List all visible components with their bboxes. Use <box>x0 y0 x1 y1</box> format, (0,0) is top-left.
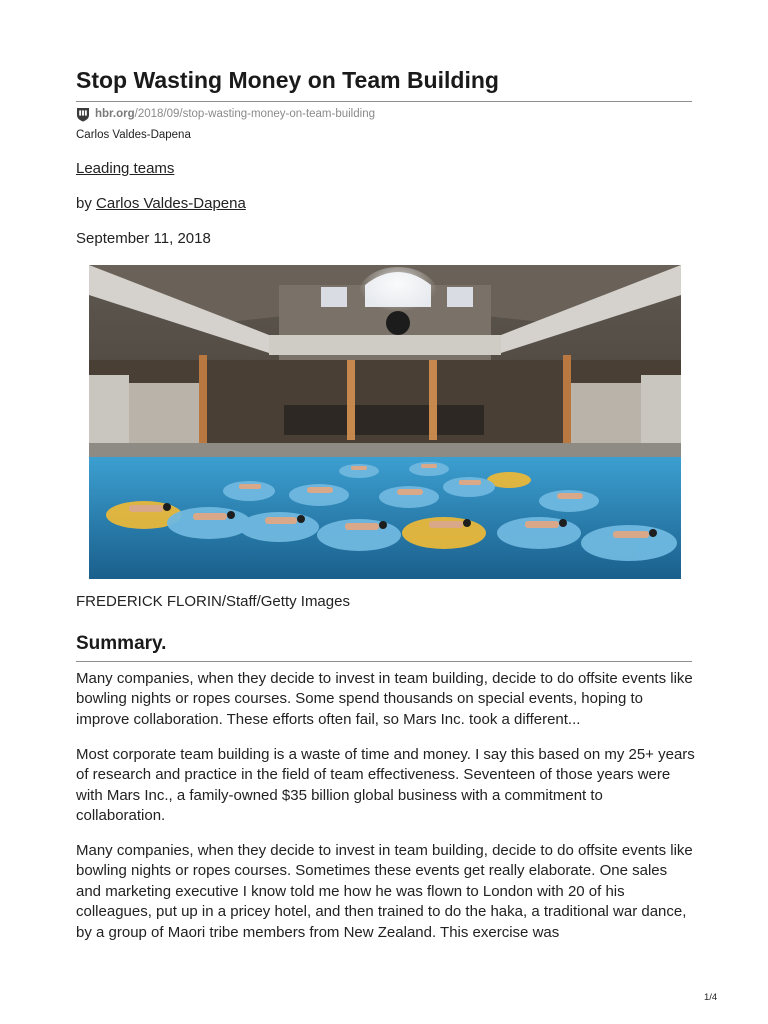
author-name-small: Carlos Valdes-Dapena <box>76 129 191 141</box>
hbr-shield-icon <box>76 107 90 122</box>
source-path: /2018/09/stop-wasting-money-on-team-building <box>134 108 375 120</box>
photo-caption: FREDERICK FLORIN/Staff/Getty Images <box>76 593 350 610</box>
body-paragraph-2: Many companies, when they decide to invest in team building, decide to do offsite events like bowling nights or ropes courses. Sometimes these events get really elaborate. One sales and marketing executive I know told me how he was flown to London with 20 of his colleagues, put up in a pricey hotel, and then trained to do the haka, a traditional war dance, by a group of Maori tribe members from New Zealand. This exercise was <box>76 842 693 941</box>
summary-divider <box>76 661 692 662</box>
article-title: Stop Wasting Money on Team Building <box>76 67 499 93</box>
title-divider <box>76 101 692 102</box>
body-paragraph-1: Most corporate team building is a waste of time and money. I say this based on my 25+ years of research and practice in the field of team effectiveness. Seventeen of those years were with Mars Inc., a family-owned $35 billion global business with a commitment to collaboration. <box>76 746 695 825</box>
summary-heading: Summary. <box>76 633 167 654</box>
byline-prefix: by <box>76 195 97 212</box>
byline <box>76 194 246 214</box>
page-number: 1/4 <box>704 992 718 1003</box>
publish-date: September 11, 2018 <box>76 230 211 247</box>
topic-link[interactable]: Leading teams <box>76 160 175 177</box>
article-photo <box>89 265 681 579</box>
source-domain: hbr.org <box>95 108 135 120</box>
byline-author-link[interactable]: Carlos Valdes-Dapena <box>96 195 246 212</box>
topic-line <box>76 159 174 179</box>
pool-photo-illustration <box>89 265 681 579</box>
source-url[interactable] <box>76 106 375 122</box>
summary-paragraph: Many companies, when they decide to invest in team building, decide to do offsite events like bowling nights or ropes courses. Some spend thousands on special events, hoping to improve collaboration. These efforts often fail, so Mars Inc. took a different... <box>76 670 693 728</box>
